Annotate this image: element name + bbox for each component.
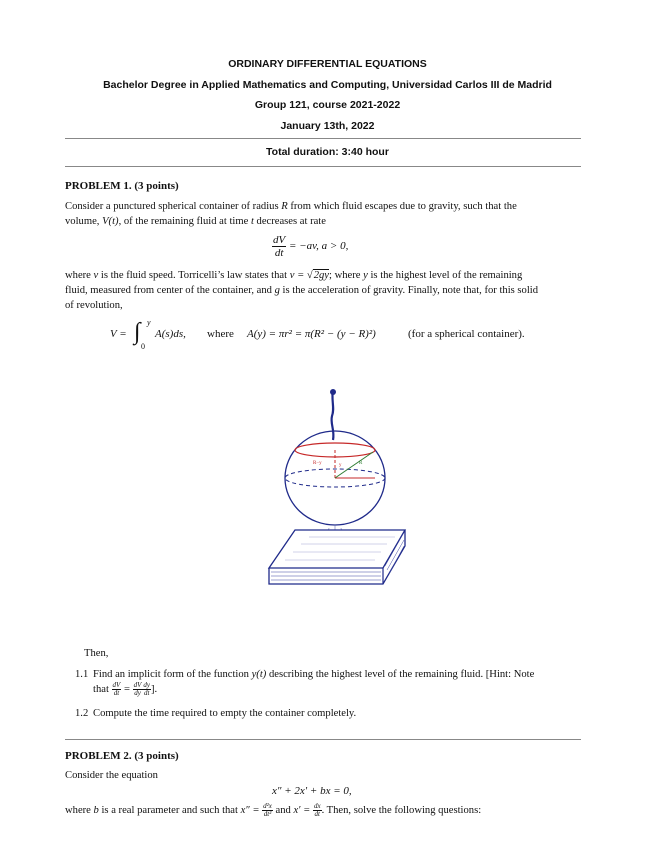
svg-text:R−y: R−y <box>313 461 322 466</box>
problem1-title: PROBLEM 1. (3 points) <box>65 180 179 192</box>
torricelli-line2: fluid, measured from center of the container, and g is the acceleration of gravity. Finally, note that, for this solid <box>65 285 539 296</box>
problem1-intro-line2: volume, V(t), of the remaining fluid at time t decreases at rate <box>65 216 326 227</box>
header-rule-bottom <box>65 166 581 167</box>
sphere-on-book-sketch-icon <box>255 380 415 605</box>
sphere-container-sketch <box>255 380 415 605</box>
item-number: 1.1 <box>75 669 89 680</box>
rate-equation: $\frac{dV}{dt}$ = −av, a > 0, <box>273 234 349 259</box>
section-rule <box>65 739 581 740</box>
list-item <box>75 667 585 699</box>
group-line: Group 121, course 2021-2022 <box>254 99 401 111</box>
duration-line: Total duration: 3:40 hour <box>266 146 389 158</box>
date-line: January 13th, 2022 <box>280 120 375 132</box>
item-text: Compute the time required to empty the container completely. <box>93 708 357 719</box>
problem1-intro: Consider a punctured spherical container of radius R from which fluid escapes due to gravity, such that the <box>65 201 517 212</box>
problem2-where: where b is a real parameter and such that x″ = $\frac{\text{d²x}}{\text{dt²}}$ and x′ = $\frac{dx}{dt}$ . Then, solve the following questions: <box>65 802 482 819</box>
torricelli-line1: where v is the fluid speed. Torricelli’s law states that v = √2gy; where y is the highest level of the remaining <box>65 270 523 281</box>
degree-line: Bachelor Degree in Applied Mathematics and Computing, Universidad Carlos III de Madrid <box>103 79 552 91</box>
problem2-equation: x″ + 2x′ + bx = 0, <box>272 785 352 797</box>
svg-text:R: R <box>359 461 363 466</box>
svg-text:y: y <box>339 463 342 468</box>
item-text: Find an implicit form of the function y(t) describing the highest level of the remaining fluid. [Hint: Note that $\frac{dV}{dt}$ = $\frac{dV}{dy}$ $\frac{dy}{dt}$ ]. <box>93 669 535 698</box>
integral-sign: ∫ <box>134 319 141 345</box>
then-label: Then, <box>84 648 109 659</box>
problem2-intro: Consider the equation <box>65 770 158 781</box>
problem2-title: PROBLEM 2. (3 points) <box>65 750 179 762</box>
header-rule-top <box>65 138 581 139</box>
item-number: 1.2 <box>75 708 89 719</box>
list-item <box>75 706 585 722</box>
volume-integral-equation: V = ∫ y 0 A(s)ds, where A(y) = πr² = π(R² − (y − R)²) (for a spherical container). <box>110 318 525 351</box>
torricelli-line3: of revolution, <box>65 300 123 311</box>
course-title: ORDINARY DIFFERENTIAL EQUATIONS <box>228 58 427 70</box>
